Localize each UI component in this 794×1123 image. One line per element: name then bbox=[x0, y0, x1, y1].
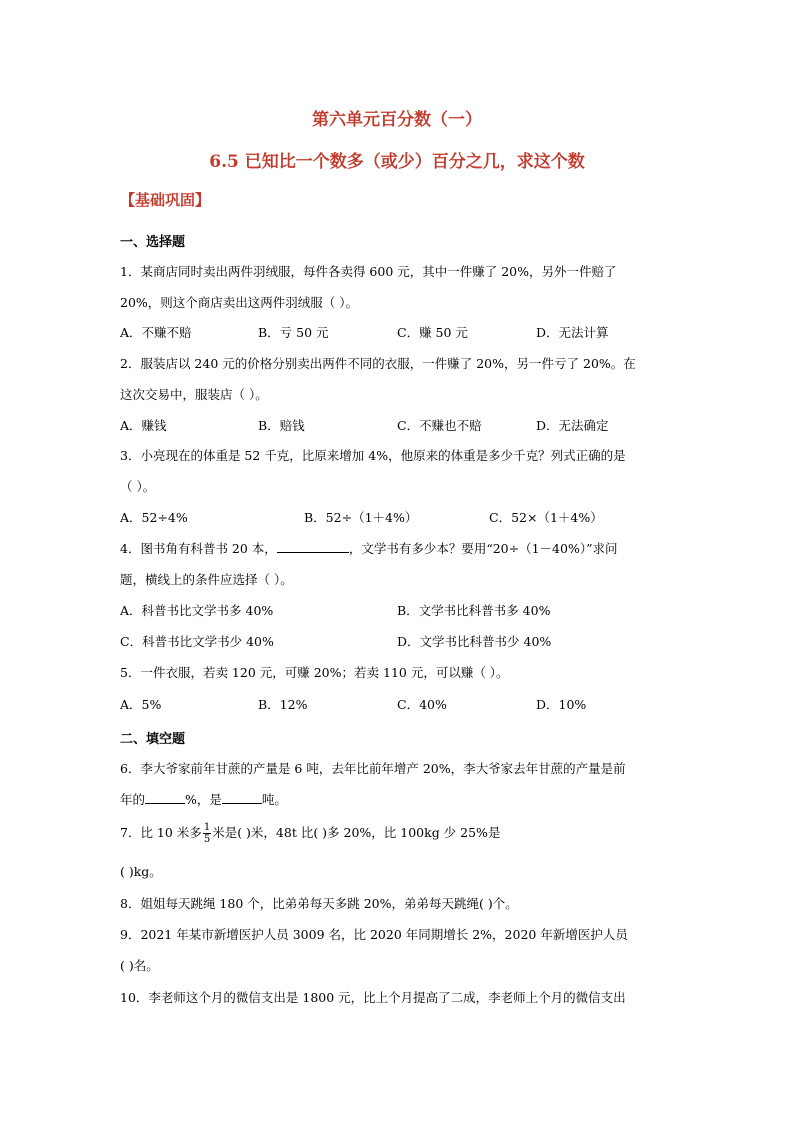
q5-line1: 5．一件衣服，若卖 120 元，可赚 20%；若卖 110 元，可以赚（ ）。 bbox=[120, 665, 509, 680]
q6-blank-1[interactable] bbox=[145, 792, 185, 804]
q10-line1: 10．李老师这个月的微信支出是 1800 元，比上个月提高了二成，李老师上个月的微信支出 bbox=[120, 990, 626, 1005]
q2-line2: 这次交易中，服装店（ ）。 bbox=[120, 387, 268, 402]
fraction-one-fifth bbox=[203, 822, 211, 845]
q7-text-a: 7．比 10 米多 bbox=[120, 825, 202, 840]
q2-option-b: B．赔钱 bbox=[258, 418, 305, 433]
q9-line1: 9．2021 年某市新增医护人员 3009 名，比 2020 年同期增长 2%，2020 年新增医护人员 bbox=[120, 927, 628, 942]
section-label: 【基础巩固】 bbox=[120, 191, 211, 209]
q4-option-d: D．文学书比科普书少 40% bbox=[397, 634, 552, 649]
q3-line2: （ ）。 bbox=[120, 479, 156, 494]
q4-line1 bbox=[120, 539, 617, 557]
q6-text-c: 吨。 bbox=[261, 792, 287, 807]
q1-line1: 1．某商店同时卖出两件羽绒服，每件各卖得 600 元，其中一件赚了 20%，另外一件赔了 bbox=[120, 264, 617, 279]
part2-heading: 二、填空题 bbox=[120, 732, 186, 747]
q4-text-a: 4．图书角有科普书 20 本， bbox=[120, 541, 277, 556]
q3-option-a: A．52÷4% bbox=[120, 510, 188, 525]
q9-line2: ( )名。 bbox=[120, 958, 159, 973]
q4-blank[interactable] bbox=[277, 541, 349, 553]
q5-option-a: A．5% bbox=[120, 697, 162, 712]
page-subtitle: 6.5 已知比一个数多（或少）百分之几，求这个数 bbox=[209, 152, 585, 172]
q8-line1: 8．姐姐每天跳绳 180 个，比弟弟每天多跳 20%，弟弟每天跳绳( )个。 bbox=[120, 896, 518, 911]
q6-line1: 6．李大爷家前年甘蔗的产量是 6 吨，去年比前年增产 20%，李大爷家去年甘蔗的产量是前 bbox=[120, 761, 626, 776]
q4-option-b: B．文学书比科普书多 40% bbox=[397, 603, 551, 618]
part1-heading: 一、选择题 bbox=[120, 235, 186, 250]
q1-line2: 20%，则这个商店卖出这两件羽绒服（ ）。 bbox=[120, 295, 359, 310]
q2-option-a: A．赚钱 bbox=[120, 418, 167, 433]
q6-text-a: 年的 bbox=[120, 792, 146, 807]
q7-line2: ( )kg。 bbox=[120, 864, 162, 879]
q2-line1: 2．服装店以 240 元的价格分别卖出两件不同的衣服，一件赚了 20%，另一件亏了 20%。在 bbox=[120, 356, 636, 371]
q3-option-c: C．52×（1＋4%） bbox=[489, 510, 603, 525]
fraction-denominator: 5 bbox=[203, 834, 211, 845]
q5-option-d: D．10% bbox=[536, 697, 587, 712]
q4-option-c: C．科普书比文学书少 40% bbox=[120, 634, 274, 649]
q1-option-d: D．无法计算 bbox=[536, 325, 609, 340]
q1-option-a: A．不赚不赔 bbox=[120, 325, 192, 340]
q1-option-b: B．亏 50 元 bbox=[258, 325, 329, 340]
q1-option-c: C．赚 50 元 bbox=[397, 325, 468, 340]
page-title: 第六单元百分数（一） bbox=[312, 110, 482, 130]
q6-blank-2[interactable] bbox=[222, 792, 262, 804]
q7-text-b: 米是( )米，48t 比( )多 20%，比 100kg 少 25%是 bbox=[212, 825, 501, 840]
q4-text-b: ，文学书有多少本？要用“20÷（1－40%）”求问 bbox=[348, 541, 618, 556]
q3-line1: 3．小亮现在的体重是 52 千克，比原来增加 4%，他原来的体重是多少千克？列式正确的是 bbox=[120, 448, 626, 463]
fraction-numerator: 1 bbox=[203, 822, 211, 833]
q6-line2 bbox=[120, 790, 287, 808]
q4-option-a: A．科普书比文学书多 40% bbox=[120, 603, 274, 618]
q7-line1 bbox=[120, 822, 500, 845]
q2-option-d: D．无法确定 bbox=[536, 418, 609, 433]
q3-option-b: B．52÷（1＋4%） bbox=[304, 510, 418, 525]
q5-option-b: B．12% bbox=[258, 697, 308, 712]
q6-text-b: %，是 bbox=[185, 792, 222, 807]
q5-option-c: C．40% bbox=[397, 697, 447, 712]
q4-line2: 题，横线上的条件应选择（ ）。 bbox=[120, 572, 293, 587]
q2-option-c: C．不赚也不赔 bbox=[397, 418, 482, 433]
